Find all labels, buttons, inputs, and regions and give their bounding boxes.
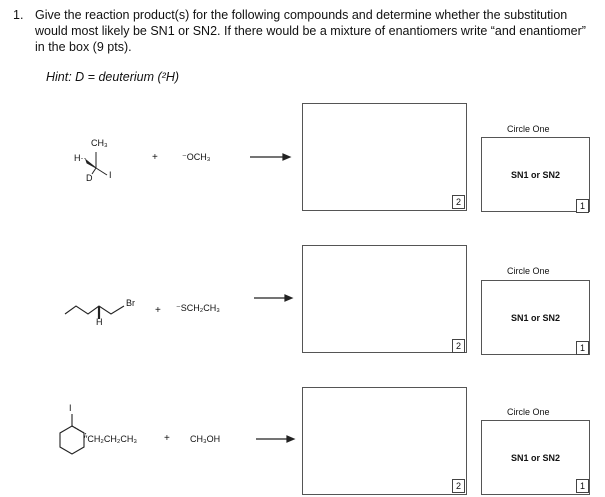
answer-points-1: 2 (452, 195, 465, 209)
product-answer-box-1[interactable] (302, 103, 467, 211)
choice-points-1: 1 (576, 199, 589, 213)
answer-points-2: 2 (452, 339, 465, 353)
choice-points-3: 1 (576, 479, 589, 493)
mechanism-choice-2[interactable]: SN1 or SN2 (510, 312, 561, 323)
mechanism-choice-box-2[interactable] (481, 280, 590, 355)
substrate-3-i: I (69, 403, 72, 413)
plus-2: + (155, 305, 161, 316)
arrow-3 (256, 436, 294, 442)
question-number: 1. (13, 8, 24, 22)
question-text: Give the reaction product(s) for the following compounds and determine whether the substitution would most likely be SN1 or SN2. If there would be a mixture of enantiomers write “and enantiomer” in the box (9 pts). (35, 8, 586, 54)
plus-3: + (164, 433, 170, 444)
circle-one-label-3: Circle One (507, 407, 550, 417)
substrate-2-bonds (65, 306, 124, 319)
mechanism-choice-1[interactable]: SN1 or SN2 (510, 169, 561, 180)
answer-points-3: 2 (452, 479, 465, 493)
arrow-2 (254, 295, 292, 301)
hint-text: Hint: D = deuterium (²H) (46, 70, 180, 84)
substrate-1-d: D (86, 173, 93, 183)
substrate-1-i: I (109, 170, 112, 180)
substrate-1-bonds (86, 152, 107, 175)
product-answer-box-2[interactable] (302, 245, 467, 353)
choice-points-2: 1 (576, 341, 589, 355)
substrate-1-h: H·· (74, 153, 87, 163)
substrate-2-br: Br (126, 298, 135, 308)
substrate-1-ch3: CH₃ (91, 138, 108, 148)
circle-one-label-2: Circle One (507, 266, 550, 276)
circle-one-label-1: Circle One (507, 124, 550, 134)
mechanism-choice-3[interactable]: SN1 or SN2 (510, 452, 561, 463)
arrow-1 (250, 154, 290, 160)
reagent-3: CH₃OH (190, 434, 221, 444)
substrate-2-h: H (96, 317, 103, 327)
substrate-3-bonds (60, 414, 86, 454)
mechanism-choice-box-3[interactable] (481, 420, 590, 495)
reagent-1: ⁻OCH₃ (182, 152, 211, 162)
product-answer-box-3[interactable] (302, 387, 467, 495)
reagent-2: ⁻SCH₂CH₃ (176, 303, 220, 313)
substrate-3-chain: ′′CH₂CH₂CH₃ (84, 434, 138, 444)
mechanism-choice-box-1[interactable] (481, 137, 590, 212)
plus-1: + (152, 152, 158, 163)
